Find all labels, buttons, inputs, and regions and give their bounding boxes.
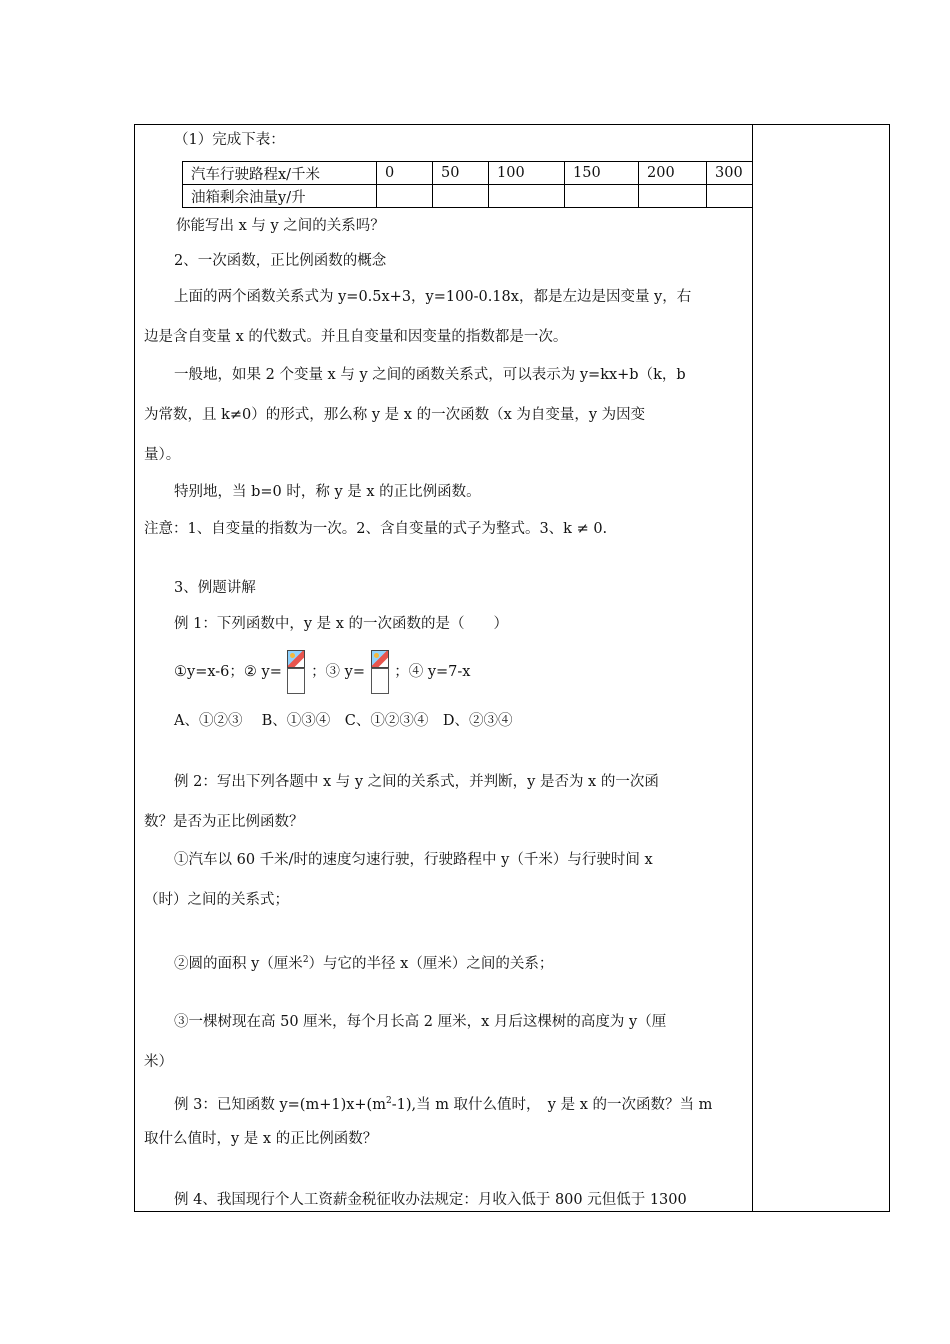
option-2-text: y= xyxy=(261,664,282,680)
example2-q3-line2: 米） xyxy=(144,1054,173,1070)
note: 注意：1、自变量的指数为一次。2、含自变量的式子为整式。3、k ≠ 0. xyxy=(144,521,608,537)
table-cell: 油箱剩余油量y/升 xyxy=(183,185,377,208)
table-cell xyxy=(639,185,707,208)
example1-options xyxy=(174,648,471,696)
para-b-line3: 量）。 xyxy=(144,447,181,463)
table-cell xyxy=(489,185,565,208)
example3-line2: 取什么值时，y 是 x 的正比例函数？ xyxy=(144,1131,378,1147)
section3-title: 3、例题讲解 xyxy=(174,580,256,596)
table-row xyxy=(183,185,753,208)
ex3-superscript: 2 xyxy=(385,1096,392,1106)
table-cell: 150 xyxy=(565,162,639,185)
table-cell xyxy=(565,185,639,208)
part1-title: （1）完成下表： xyxy=(174,132,285,148)
fuel-table xyxy=(182,161,753,208)
table-cell: 汽车行驶路程x/千米 xyxy=(183,162,377,185)
table-cell: 200 xyxy=(639,162,707,185)
formula-image-icon xyxy=(371,650,389,694)
option-3-y: y= xyxy=(344,664,366,680)
question-relation: 你能写出 x 与 y 之间的关系吗？ xyxy=(176,218,385,234)
para-b-line2: 为常数，且 k≠0）的形式，那么称 y 是 x 的一次函数（x 为自变量，y 为因变 xyxy=(144,407,646,423)
para-a-line2: 边是含自变量 x 的代数式。并且自变量和因变量的指数都是一次。 xyxy=(144,329,568,345)
column-divider xyxy=(752,124,753,1212)
option-3-text: ；③ xyxy=(311,664,341,680)
para-b-line1: 一般地，如果 2 个变量 x 与 y 之间的函数关系式，可以表示为 y=kx+b（k，b xyxy=(174,367,686,383)
table-row xyxy=(183,162,753,185)
ex3-text-post: -1),当 m 取什么值时， y 是 x 的一次函数？当 m xyxy=(391,1096,713,1113)
para-c: 特别地，当 b=0 时，称 y 是 x 的正比例函数。 xyxy=(174,484,481,500)
table-cell: 300 xyxy=(707,162,753,185)
table-cell xyxy=(377,185,433,208)
table-cell xyxy=(433,185,489,208)
example2-q2 xyxy=(174,950,553,974)
ex3-text-pre: 例 3：已知函数 y=(m+1)x+(m xyxy=(174,1096,386,1113)
section2-title: 2、一次函数，正比例函数的概念 xyxy=(174,253,387,269)
example4-line1: 例 4、我国现行个人工资薪金税征收办法规定：月收入低于 800 元但低于 1300 xyxy=(174,1192,687,1208)
table-cell xyxy=(707,185,753,208)
para-a-line1: 上面的两个函数关系式为 y=0.5x+3，y=100-0.18x，都是左边是因变量 y，右 xyxy=(174,289,692,305)
q2-text-pre: ②圆的面积 y（厘米 xyxy=(174,955,303,972)
example2-line2: 数？是否为正比例函数？ xyxy=(144,814,304,830)
table-cell: 0 xyxy=(377,162,433,185)
q2-text-post: ）与它的半径 x（厘米）之间的关系； xyxy=(308,955,554,972)
formula-image-icon xyxy=(287,650,305,694)
example1-stem: 例 1：下列函数中，y 是 x 的一次函数的是（ ） xyxy=(174,616,509,632)
example2-q3-line1: ③一棵树现在高 50 厘米，每个月长高 2 厘米，x 月后这棵树的高度为 y（厘 xyxy=(174,1014,667,1030)
option-4-text: ；④ y=7-x xyxy=(394,664,471,680)
table-cell: 50 xyxy=(433,162,489,185)
example1-choices: A、①②③ B、①③④ C、①②③④ D、②③④ xyxy=(174,713,513,729)
example2-line1: 例 2：写出下列各题中 x 与 y 之间的关系式，并判断，y 是否为 x 的一次函 xyxy=(174,774,659,790)
option-1-text: ①y=x-6；② xyxy=(174,664,257,680)
table-cell: 100 xyxy=(489,162,565,185)
q2-superscript: 2 xyxy=(302,955,309,965)
example2-q1-line1: ①汽车以 60 千米/时的速度匀速行驶，行驶路程中 y（千米）与行驶时间 x xyxy=(174,852,653,868)
example2-q1-line2: （时）之间的关系式； xyxy=(144,892,289,908)
example3-line1 xyxy=(174,1091,712,1115)
